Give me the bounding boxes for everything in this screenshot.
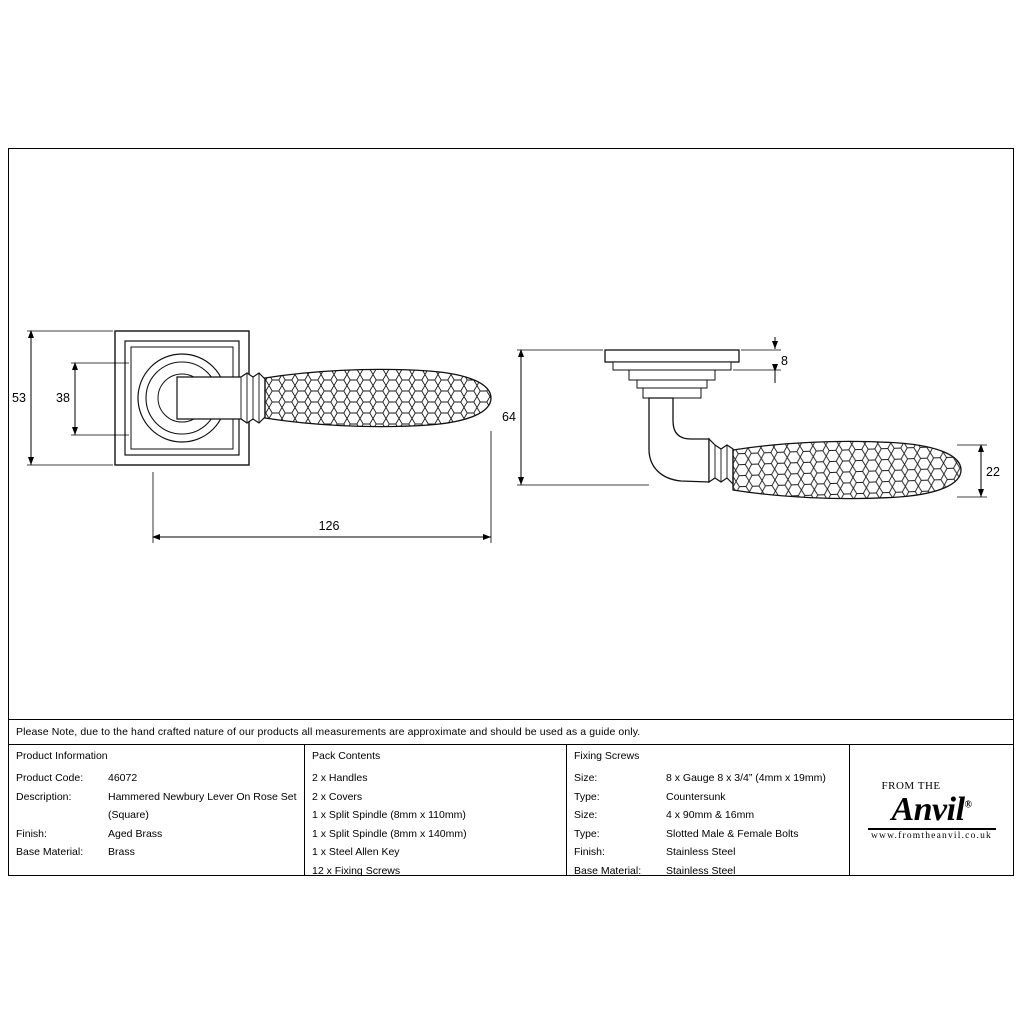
measurement-note-text: Please Note, due to the hand crafted nature of our products all measurements are approximate and should be used as a guide only. <box>16 726 641 738</box>
logo-divider <box>868 828 996 830</box>
fixing-row <box>574 825 849 844</box>
dimension-8-label: 8 <box>781 354 788 368</box>
dimension-8 <box>733 337 788 383</box>
product-code-row <box>16 769 304 788</box>
description-value: Hammered Newbury Lever On Rose Set (Square) <box>108 790 297 821</box>
fixing-type-value: Countersunk <box>666 790 726 803</box>
fixing-size2-value: 4 x 90mm & 16mm <box>666 809 755 821</box>
side-view-lever-body <box>733 441 961 498</box>
finish-row <box>16 825 304 844</box>
side-view-rose <box>605 350 739 398</box>
fixing-screws-heading: Fixing Screws <box>574 750 640 762</box>
dimension-38-label: 38 <box>56 391 70 405</box>
base-material-label: Base Material: <box>16 846 84 858</box>
product-information-column <box>9 745 305 876</box>
pack-contents-column <box>305 745 567 876</box>
pack-item: 1 x Steel Allen Key <box>312 846 400 858</box>
product-code-value: 46072 <box>108 772 138 784</box>
fixing-finish-value: Stainless Steel <box>666 846 736 858</box>
logo-registered-mark: ® <box>964 799 972 811</box>
fixing-screws-column <box>567 745 850 876</box>
fixing-row <box>574 788 849 807</box>
info-table <box>9 744 1013 876</box>
fixing-row <box>574 862 849 881</box>
measurement-note-row <box>9 719 1013 744</box>
logo-website-text: www.fromtheanvil.co.uk <box>870 830 993 841</box>
front-view-lever-body <box>265 369 491 426</box>
base-material-value: Brass <box>108 846 135 858</box>
fixing-type2-value: Slotted Male & Female Bolts <box>666 827 799 840</box>
pack-contents-heading: Pack Contents <box>312 750 381 762</box>
fixing-base-material-label: Base Material: <box>574 864 642 877</box>
product-information-heading: Product Information <box>16 750 108 762</box>
technical-drawing-area <box>9 149 1013 719</box>
front-view-lever-neck <box>177 373 265 423</box>
dimension-22 <box>957 445 1000 497</box>
fixing-type2-label: Type: <box>574 827 600 840</box>
pack-item: 2 x Handles <box>312 772 368 784</box>
dimension-64-label: 64 <box>502 410 516 424</box>
pack-item: 12 x Fixing Screws <box>312 864 401 877</box>
logo-from-the-text: FROM THE <box>881 779 941 792</box>
pack-item: 1 x Split Spindle (8mm x 140mm) <box>312 827 467 840</box>
drawing-sheet <box>8 148 1014 876</box>
finish-label: Finish: <box>16 827 47 840</box>
side-view-lever-neck <box>649 398 733 484</box>
fixing-size-label: Size: <box>574 772 598 784</box>
brand-logo <box>850 745 1013 877</box>
dimension-53-label: 53 <box>12 391 26 405</box>
logo-anvil-wordmark <box>891 790 972 828</box>
fixing-finish-label: Finish: <box>574 846 605 858</box>
finish-value: Aged Brass <box>108 827 163 840</box>
dimension-126-label: 126 <box>318 519 340 533</box>
fixing-row <box>574 843 849 862</box>
pack-item: 1 x Split Spindle (8mm x 110mm) <box>312 809 466 821</box>
fixing-size2-label: Size: <box>574 809 598 821</box>
fixing-row <box>574 806 849 825</box>
pack-item: 2 x Covers <box>312 790 363 803</box>
fixing-base-material-value: Stainless Steel <box>666 864 736 877</box>
brand-logo-column <box>850 745 1013 876</box>
fixing-row <box>574 769 849 788</box>
product-code-label: Product Code: <box>16 772 84 784</box>
fixing-type-label: Type: <box>574 790 600 803</box>
fixing-size-value: 8 x Gauge 8 x 3/4” (4mm x 19mm) <box>666 772 826 784</box>
description-label: Description: <box>16 790 72 803</box>
description-row <box>16 788 304 825</box>
base-material-row <box>16 843 304 862</box>
logo-anvil-text: Anvil <box>891 790 965 828</box>
dimension-22-label: 22 <box>986 465 1000 479</box>
